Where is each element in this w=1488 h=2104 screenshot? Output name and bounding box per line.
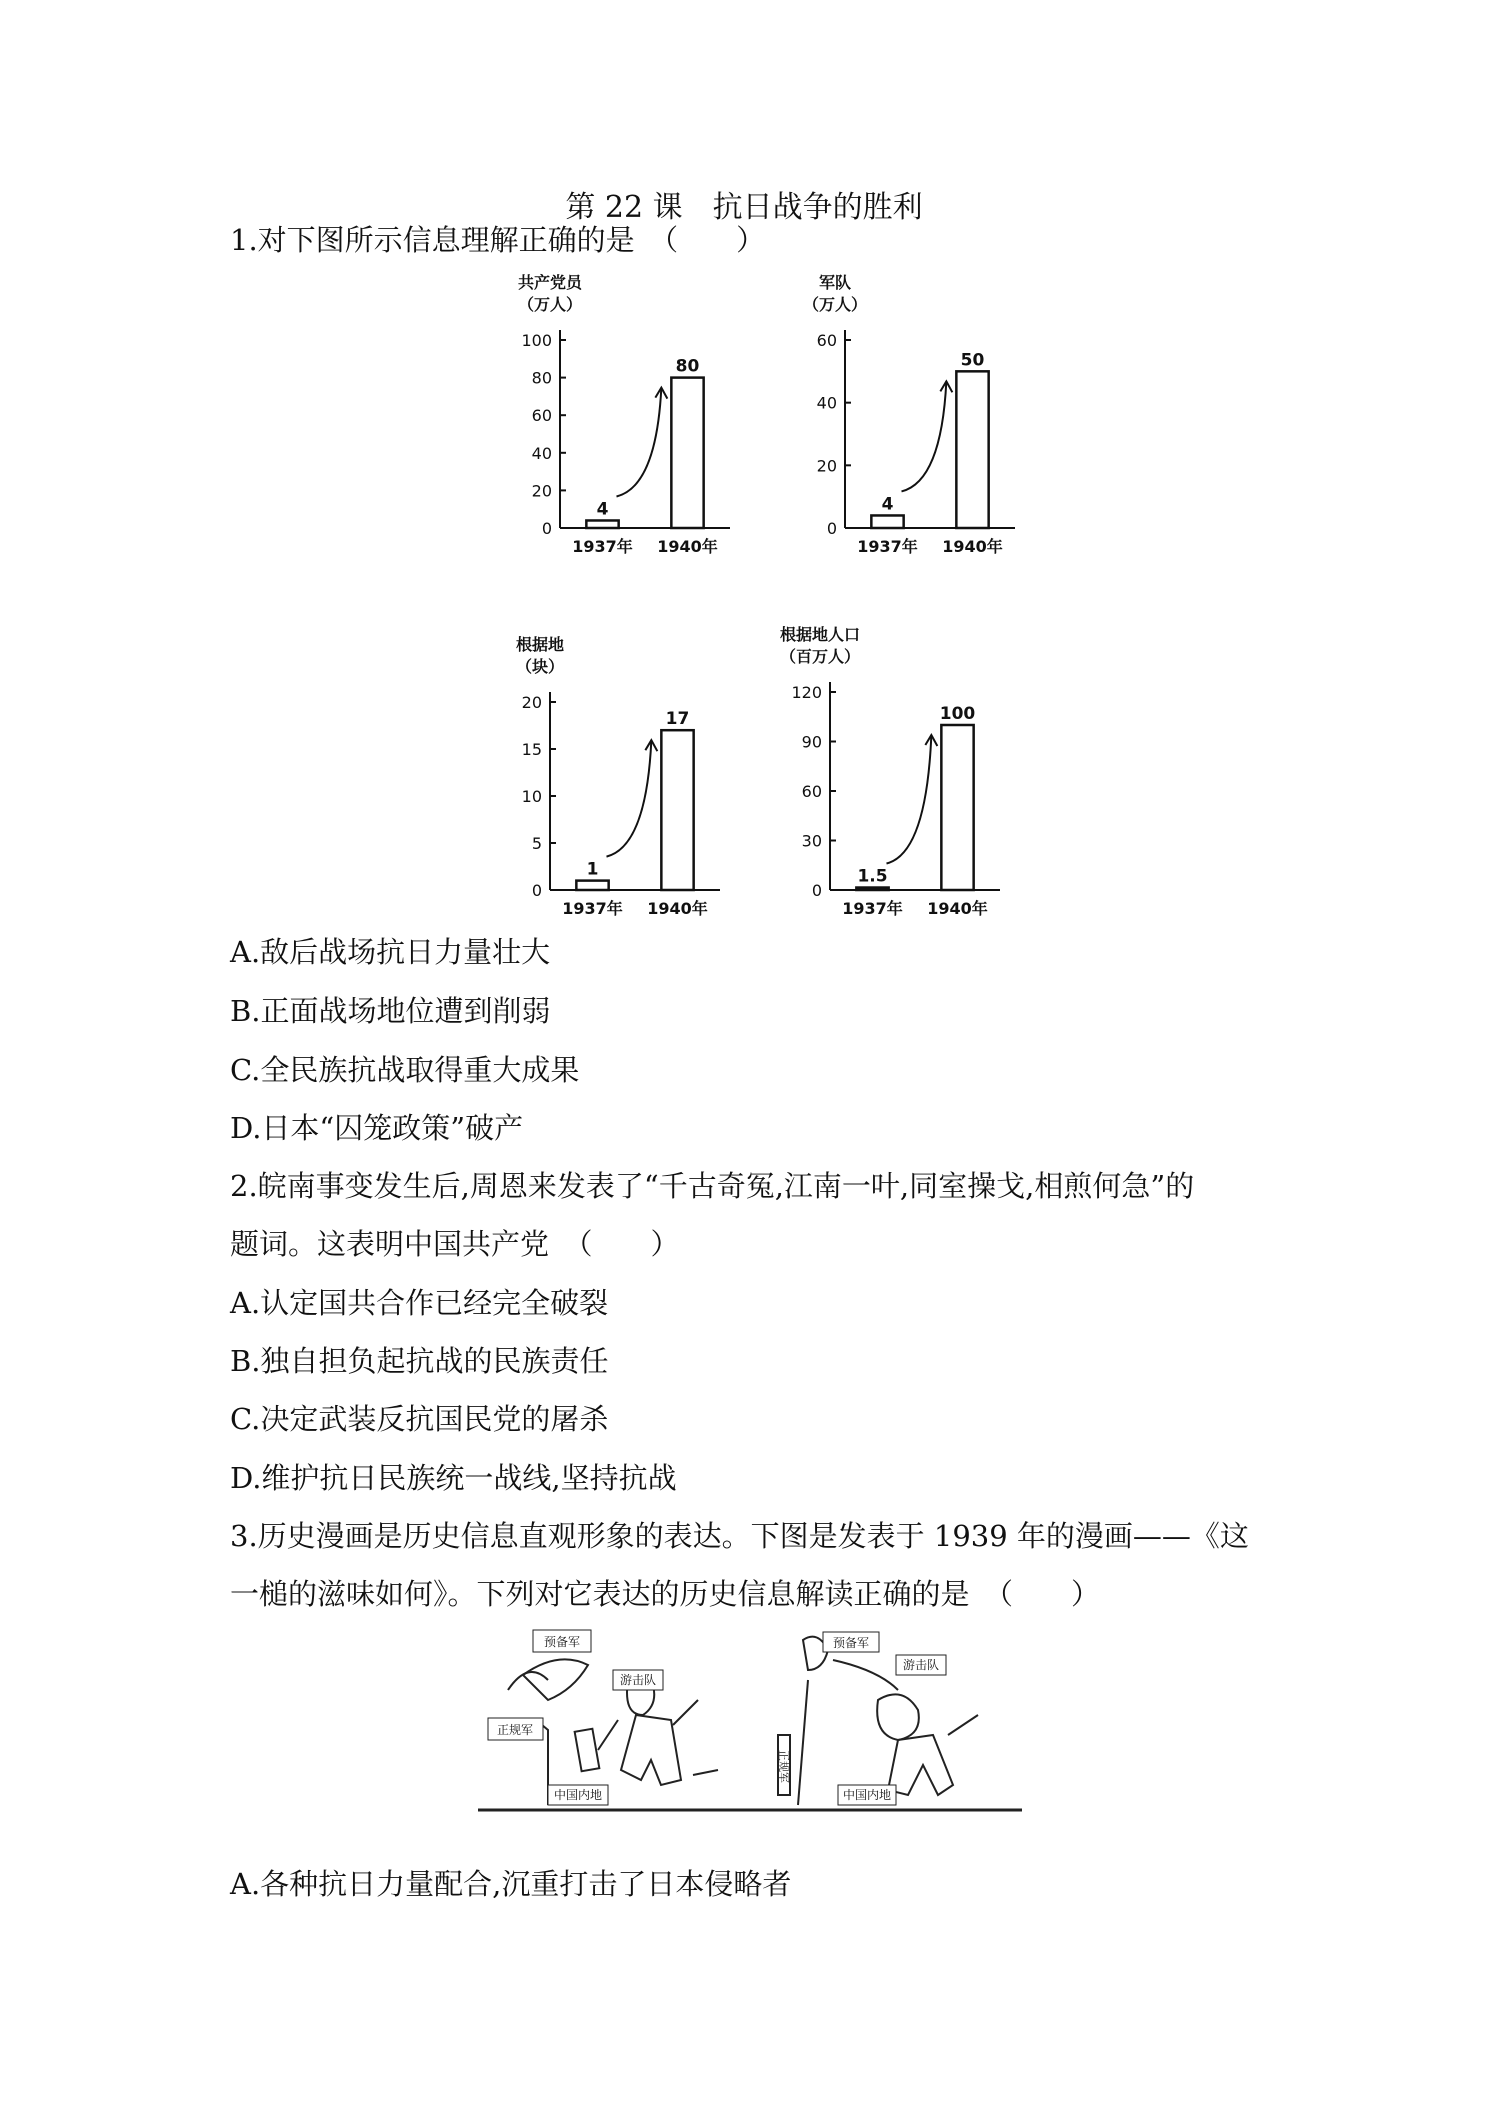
- chart-ylabel-line1: 根据地人口: [779, 625, 861, 644]
- q2-option-c: C.决定武装反抗国民党的屠杀: [230, 1402, 609, 1436]
- chart-y-tick-label: 5: [531, 834, 542, 853]
- chart-data-label: 80: [675, 356, 700, 377]
- question-2-stem-line2: 题词。这表明中国共产党 （ ）: [230, 1227, 680, 1261]
- chart-x-tick-label: 1937年: [857, 537, 918, 556]
- chart-army: [785, 270, 1025, 560]
- chart-y-tick-label: 20: [816, 456, 837, 476]
- chart-y-tick-label: 60: [816, 331, 837, 350]
- chart-party-members: [500, 270, 740, 560]
- chart-ylabel-line1: 根据地: [515, 635, 565, 654]
- chart-ylabel-line2: （万人）: [802, 295, 868, 314]
- chart-x-tick-label: 1940年: [927, 899, 988, 918]
- question-2-stem-line1: 2.皖南事变发生后,周恩来发表了“千古奇冤,江南一叶,同室操戈,相煎何急”的: [230, 1169, 1195, 1203]
- chart-x-tick-label: 1937年: [562, 899, 623, 918]
- chart-y-tick-label: 60: [531, 406, 552, 426]
- chart-y-tick-label: 100: [521, 331, 552, 350]
- chart-data-label: 1: [586, 859, 599, 880]
- chart-data-label: 50: [960, 350, 985, 371]
- chart-svg: [785, 270, 1025, 560]
- chart-x-tick-label: 1940年: [942, 537, 1003, 556]
- chart-growth-arrow: [617, 388, 662, 497]
- chart-data-label: 100: [939, 704, 976, 724]
- chart-ylabel-line1: 军队: [818, 273, 852, 292]
- q1-option-d: D.日本“囚笼政策”破产: [230, 1111, 524, 1145]
- q1-option-c: C.全民族抗战取得重大成果: [230, 1053, 580, 1087]
- cartoon-label: 正规军: [777, 1750, 790, 1783]
- chart-base-population: [770, 622, 1010, 922]
- chart-x-tick-label: 1937年: [842, 899, 903, 918]
- chart-y-tick-label: 0: [531, 881, 542, 900]
- chart-y-tick-label: 60: [801, 782, 822, 801]
- chart-bar: [856, 888, 888, 890]
- chart-bar: [586, 520, 618, 528]
- page-title: 第 22 课 抗日战争的胜利: [565, 190, 923, 225]
- chart-bar: [661, 730, 693, 890]
- chart-y-tick-label: 10: [521, 787, 542, 806]
- chart-data-label: 4: [881, 494, 894, 515]
- q3-option-a: A.各种抗日力量配合,沉重打击了日本侵略者: [230, 1867, 792, 1901]
- question-3-stem-line1: 3.历史漫画是历史信息直观形象的表达。下图是发表于 1939 年的漫画——《这: [230, 1519, 1249, 1553]
- chart-bar: [871, 515, 903, 528]
- chart-y-tick-label: 0: [541, 519, 552, 538]
- cartoon-label: 预备军: [543, 1635, 581, 1649]
- chart-data-label: 1.5: [857, 866, 888, 887]
- q2-option-b: B.独自担负起抗战的民族责任: [230, 1344, 609, 1378]
- chart-y-tick-label: 90: [801, 732, 822, 752]
- cartoon-illustration: [478, 1620, 1022, 1820]
- cartoon-label: 游击队: [619, 1673, 657, 1687]
- chart-growth-arrow: [887, 735, 932, 864]
- q2-option-d: D.维护抗日民族统一战线,坚持抗战: [230, 1461, 677, 1495]
- question-3-stem-line2: 一槌的滋味如何》。下列对它表达的历史信息解读正确的是 （ ）: [230, 1577, 1101, 1611]
- chart-y-tick-label: 40: [816, 393, 837, 413]
- chart-y-tick-label: 20: [531, 481, 552, 501]
- chart-y-tick-label: 120: [791, 683, 822, 702]
- chart-svg: [500, 270, 740, 560]
- cartoon-label: 预备军: [832, 1636, 870, 1650]
- chart-y-tick-label: 30: [801, 831, 822, 851]
- cartoon-label: 游击队: [902, 1658, 940, 1672]
- chart-ylabel-line2: （百万人）: [779, 647, 861, 666]
- chart-x-tick-label: 1937年: [572, 537, 633, 556]
- chart-base-areas: [490, 632, 730, 922]
- chart-y-tick-label: 40: [531, 443, 552, 463]
- chart-ylabel-line2: （块）: [515, 657, 565, 676]
- q2-option-a: A.认定国共合作已经完全破裂: [230, 1286, 609, 1320]
- cartoon-label: 中国内地: [553, 1788, 603, 1802]
- cartoon-label: 中国内地: [842, 1788, 892, 1802]
- chart-y-tick-label: 0: [826, 519, 837, 538]
- chart-ylabel-line2: （万人）: [517, 295, 583, 314]
- chart-y-tick-label: 80: [531, 368, 552, 388]
- chart-svg: [490, 632, 730, 922]
- chart-x-tick-label: 1940年: [647, 899, 708, 918]
- chart-data-label: 17: [665, 709, 690, 730]
- chart-growth-arrow: [902, 381, 947, 491]
- chart-data-label: 4: [596, 499, 609, 520]
- chart-bar: [576, 881, 608, 890]
- q1-option-b: B.正面战场地位遭到削弱: [230, 994, 551, 1028]
- chart-y-tick-label: 0: [811, 881, 822, 900]
- chart-x-tick-label: 1940年: [657, 537, 718, 556]
- chart-growth-arrow: [607, 740, 652, 856]
- cartoon-label: 正规军: [496, 1723, 534, 1737]
- chart-ylabel-line1: 共产党员: [517, 273, 583, 292]
- question-1-stem: 1.对下图所示信息理解正确的是 （ ）: [230, 223, 766, 257]
- chart-bar: [956, 371, 988, 528]
- chart-y-tick-label: 20: [521, 693, 542, 712]
- chart-svg: [770, 622, 1010, 922]
- chart-bar: [671, 378, 703, 528]
- chart-y-tick-label: 15: [521, 740, 542, 759]
- q1-option-a: A.敌后战场抗日力量壮大: [230, 935, 551, 969]
- chart-bar: [941, 725, 973, 890]
